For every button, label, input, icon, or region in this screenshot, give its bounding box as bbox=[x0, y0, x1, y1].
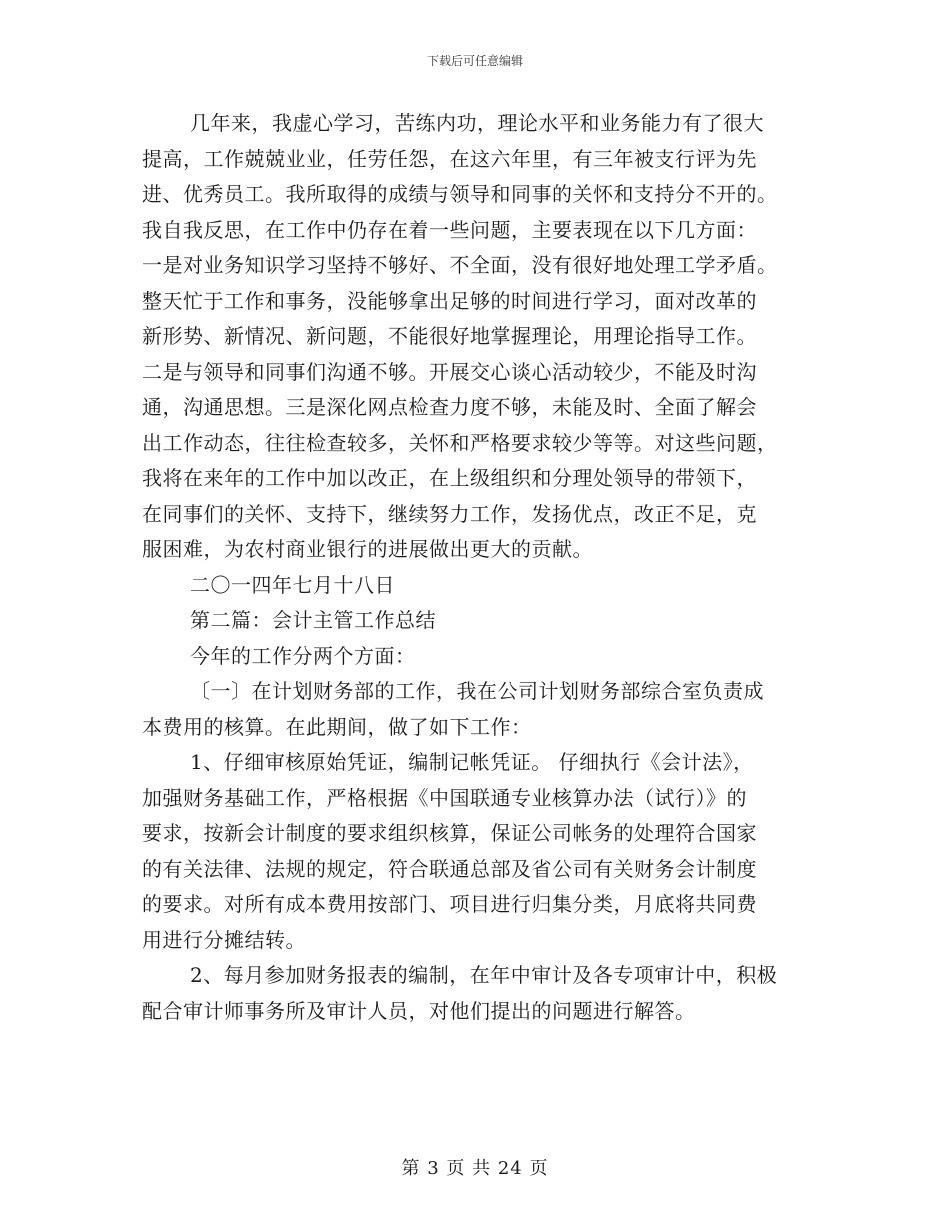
text-line: 配合审计师事务所及审计人员，对他们提出的问题进行解答。 bbox=[142, 998, 696, 1023]
text-line: 2、每月参加财务报表的编制，在年中审计及各专项审计中，积极 bbox=[190, 963, 778, 987]
page-header: 下载后可任意编辑 bbox=[426, 54, 523, 68]
text-line: 一是对业务知识学习坚持不够好、不全面，没有很好地处理工学矛盾。 bbox=[142, 253, 778, 277]
text-line: 二〇一四年七月十八日 bbox=[190, 572, 395, 597]
text-line: 进、优秀员工。我所取得的成绩与领导和同事的关怀和支持分不开的。 bbox=[142, 182, 778, 206]
page-footer: 第 3 页 共 24 页 bbox=[401, 1158, 549, 1179]
text-line: 在同事们的关怀、支持下，继续努力工作，发扬优点，改正不足，克 bbox=[142, 501, 757, 526]
text-line: 第二篇：会计主管工作总结 bbox=[190, 608, 436, 632]
text-line: 今年的工作分两个方面： bbox=[190, 643, 416, 668]
text-line: 通，沟通思想。三是深化网点检查力度不够，未能及时、全面了解会 bbox=[142, 395, 757, 419]
text-line: 出工作动态，往往检查较多，关怀和严格要求较少等等。对这些问题， bbox=[142, 430, 778, 455]
text-line: 新形势、新情况、新问题，不能很好地掌握理论，用理论指导工作。 bbox=[142, 324, 757, 348]
text-line: 〔一〕在计划财务部的工作，我在公司计划财务部综合室负责成 bbox=[190, 679, 764, 703]
text-line: 整天忙于工作和事务，没能够拿出足够的时间进行学习，面对改革的 bbox=[142, 288, 757, 313]
text-line: 二是与领导和同事们沟通不够。开展交心谈心活动较少，不能及时沟 bbox=[142, 359, 757, 384]
text-line: 的有关法律、法规的规定，符合联通总部及省公司有关财务会计制度 bbox=[142, 856, 757, 881]
text-line: 我将在来年的工作中加以改正，在上级组织和分理处领导的带领下， bbox=[142, 466, 757, 490]
text-line: 提高，工作兢兢业业，任劳任怨，在这六年里，有三年被支行评为先 bbox=[142, 146, 757, 171]
text-line: 的要求。对所有成本费用按部门、项目进行归集分类，月底将共同费 bbox=[142, 892, 757, 916]
text-line: 几年来，我虚心学习，苦练内功，理论水平和业务能力有了很大 bbox=[190, 111, 764, 135]
text-line: 加强财务基础工作，严格根据《中国联通专业核算办法（试行）》的 bbox=[142, 785, 747, 810]
document-body bbox=[142, 106, 812, 1029]
text-line: 本费用的核算。在此期间，做了如下工作： bbox=[142, 714, 532, 739]
text-line: 用进行分摊结转。 bbox=[142, 927, 306, 952]
text-line: 我自我反思，在工作中仍存在着一些问题，主要表现在以下几方面： bbox=[142, 217, 757, 242]
text-line: 服困难，为农村商业银行的进展做出更大的贡献。 bbox=[142, 537, 593, 561]
text-line: 1、仔细审核原始凭证，编制记帐凭证。 仔细执行《会计法》， bbox=[190, 750, 754, 774]
text-line: 要求，按新会计制度的要求组织核算，保证公司帐务的处理符合国家 bbox=[142, 821, 757, 845]
